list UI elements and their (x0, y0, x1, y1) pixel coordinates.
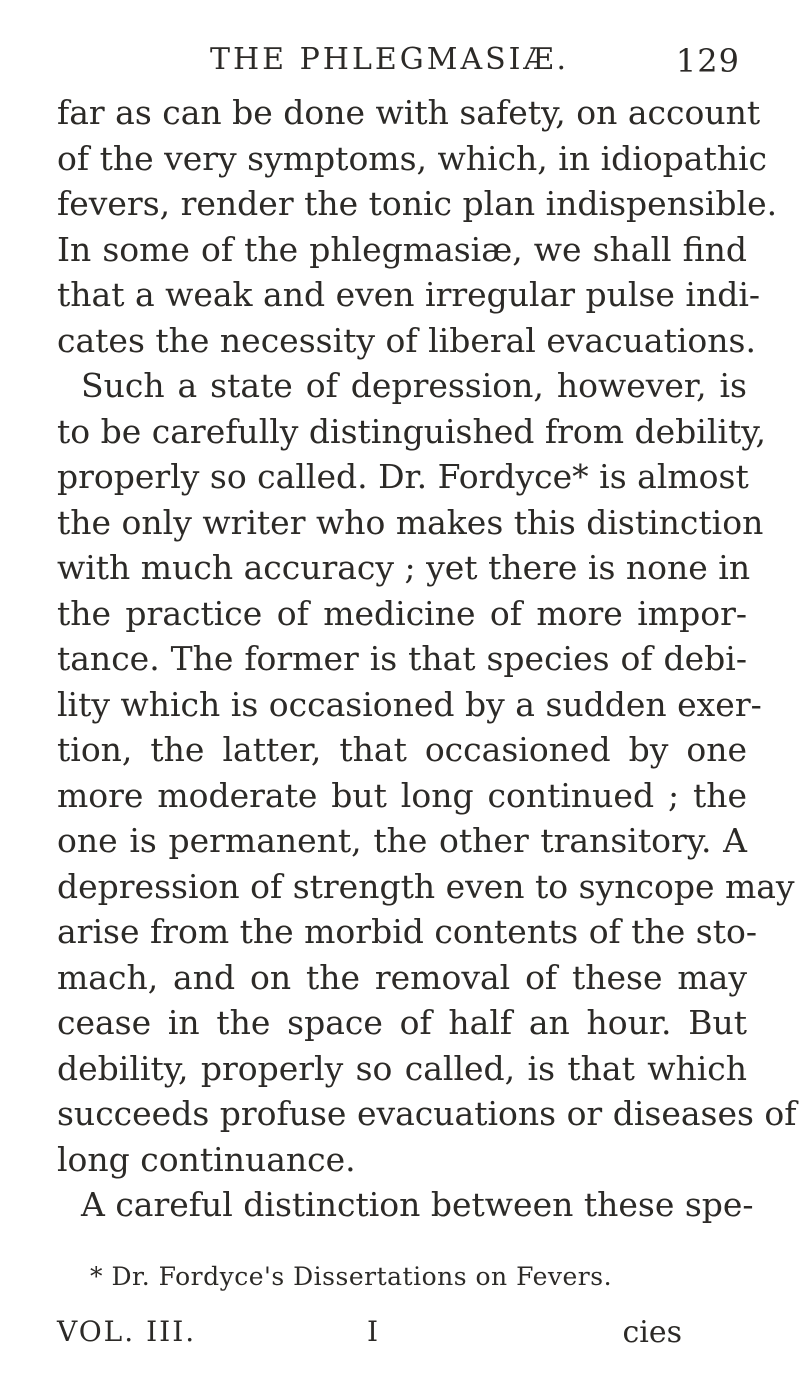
paragraph-start-line: A careful distinction between these spe- (81, 1185, 754, 1224)
footnote: * Dr. Fordyce's Dissertations on Fevers. (90, 1262, 613, 1291)
text-line: arise from the morbid contents of the sto- (57, 912, 758, 951)
running-title: THE PHLEGMASIÆ. (210, 42, 570, 77)
text-line: lity which is occasioned by a sudden exer- (57, 684, 762, 724)
text-line: succeeds profuse evacuations or diseases of (57, 1094, 797, 1133)
text-line: mach, and on the removal of these may (57, 957, 747, 997)
text-line: of the very symptoms, which, in idiopathic (57, 138, 768, 178)
text-line: depression of strength even to syncope may (57, 866, 795, 906)
volume-label: VOL. III. (57, 1315, 197, 1348)
text-line: one is permanent, the other transitory. A (57, 821, 747, 860)
paragraph-start-line: Such a state of depression, however, is (81, 366, 747, 405)
text-line: debility, properly so called, is that which (57, 1048, 747, 1088)
text-line: the practice of medicine of more impor- (57, 593, 747, 633)
text-line: tance. The former is that species of debi- (57, 639, 747, 678)
body-text (57, 90, 797, 1228)
text-line: cease in the space of half an hour. But (57, 1003, 747, 1042)
catchword: cies (622, 1315, 682, 1350)
text-line: In some of the phlegmasiæ, we shall find (57, 229, 747, 269)
text-line: tion, the latter, that occasioned by one (57, 730, 747, 769)
page-number: 129 (675, 42, 740, 80)
text-line: with much accuracy ; yet there is none in (57, 548, 751, 587)
page-footer (57, 1315, 682, 1355)
page-header (60, 38, 740, 82)
text-line: to be carefully distinguished from debility, (57, 411, 766, 451)
text-line: properly so called. Dr. Fordyce* is almost (57, 457, 749, 496)
text-line: far as can be done with safety, on account (57, 93, 761, 132)
text-line: that a weak and even irregular pulse indi- (57, 275, 761, 314)
signature-mark: I (367, 1315, 379, 1348)
text-line: cates the necessity of liberal evacuations. (57, 320, 756, 360)
text-line: fevers, render the tonic plan indispensible. (57, 184, 778, 223)
text-line: the only writer who makes this distinction (57, 502, 764, 542)
text-line: long continuance. (57, 1139, 356, 1179)
text-line: more moderate but long continued ; the (57, 775, 747, 815)
